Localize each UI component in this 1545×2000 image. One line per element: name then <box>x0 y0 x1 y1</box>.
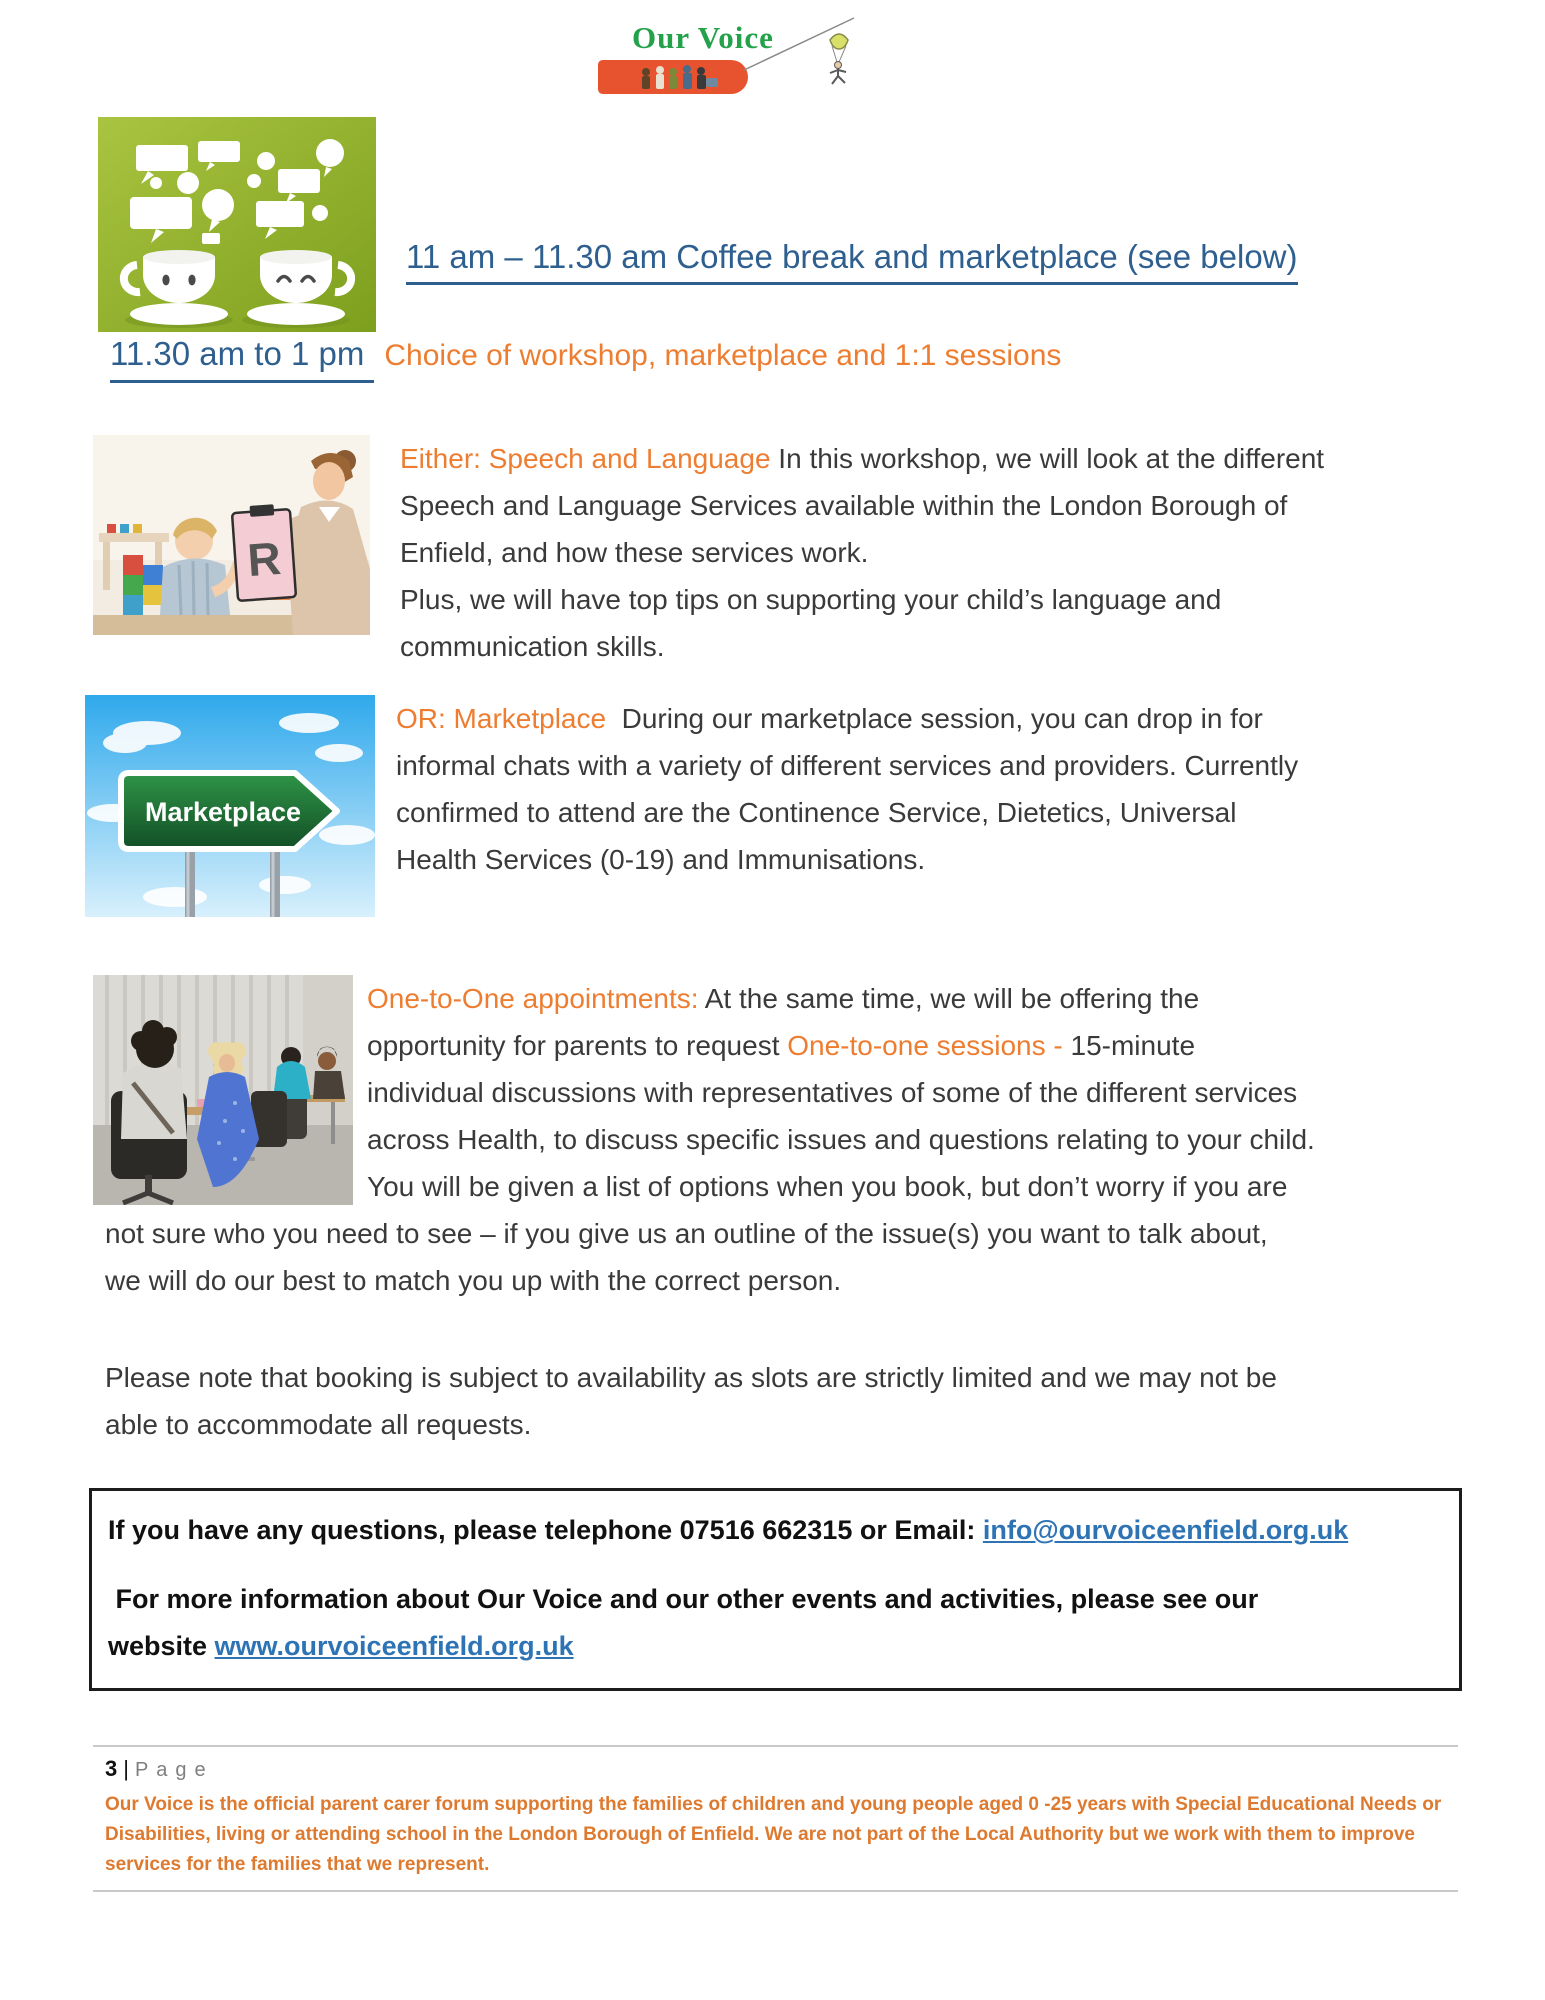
coffee-break-section <box>98 117 1545 332</box>
speech-language-section <box>93 435 1545 670</box>
logo-title: Our Voice <box>632 20 774 55</box>
speech-language-text <box>400 435 1470 670</box>
workshop-heading-row <box>110 334 1545 383</box>
one-to-one-lead: One-to-One appointments: <box>367 983 699 1014</box>
logo-banner <box>598 60 748 94</box>
logo-children-graphic <box>598 60 748 94</box>
one-to-one-image <box>93 975 353 1205</box>
text-line: informal chats with a variety of different services and providers. Currently <box>396 750 1299 781</box>
kite-icon <box>742 10 862 92</box>
page-word: Page <box>134 1759 214 1781</box>
text-line: we will do our best to match you up with the correct person. <box>105 1265 842 1296</box>
marketplace-section <box>85 695 1545 917</box>
contact-box <box>89 1488 1462 1691</box>
text-line: You will be given a list of options when you book, but don’t worry if you are <box>367 1171 1288 1202</box>
marketplace-text <box>396 695 1458 917</box>
marketplace-sign-label: Marketplace <box>144 797 302 827</box>
one-to-one-highlight: One-to-one sessions - <box>787 1030 1071 1061</box>
page-header <box>0 0 1545 117</box>
text-line: communication skills. <box>400 631 665 662</box>
text-line: Speech and Language Services available within the London Borough of <box>400 490 1288 521</box>
page-number-separator: | <box>123 1756 129 1781</box>
card-letter: R <box>245 531 283 587</box>
marketplace-lead: OR: Marketplace <box>396 703 607 734</box>
coffee-break-heading: 11 am – 11.30 am Coffee break and marketplace (see below) <box>406 237 1298 285</box>
email-link[interactable]: info@ourvoiceenfield.org.uk <box>982 1515 1349 1545</box>
letter-card <box>232 503 296 601</box>
text-line: Enfield, and how these services work. <box>400 537 869 568</box>
footer-bottom-divider <box>93 1890 1458 1892</box>
text-line: confirmed to attend are the Continence Service, Dietetics, Universal <box>396 797 1237 828</box>
contact-website-line: website www.ourvoiceenfield.org.uk <box>108 1631 574 1661</box>
speech-language-image <box>93 435 370 635</box>
page-footer <box>93 1745 1458 1892</box>
contact-questions-line: If you have any questions, please telephone 07516 662315 or Email: info@ourvoiceenfield.org.uk <box>108 1515 1349 1545</box>
text-line: Either: Speech and Language In this workshop, we will look at the different <box>400 443 1325 474</box>
text-line: Plus, we will have top tips on supporting your child’s language and <box>400 584 1222 615</box>
text-line: able to accommodate all requests. <box>105 1409 532 1440</box>
page-number: 3 | Page <box>105 1756 214 1781</box>
text-line: Health Services (0-19) and Immunisations. <box>396 844 926 875</box>
text-line: One-to-One appointments: At the same time, we will be offering the <box>367 983 1200 1014</box>
footer-top-divider <box>93 1745 1458 1747</box>
coffee-break-image <box>98 117 376 332</box>
marketplace-sign-image <box>85 695 375 917</box>
contact-info-line: For more information about Our Voice and our other events and activities, please see our <box>108 1584 1259 1614</box>
speech-lead: Either: Speech and Language <box>400 443 771 474</box>
text-line: individual discussions with representatives of some of the different services <box>367 1077 1298 1108</box>
text-line: OR: Marketplace During our marketplace session, you can drop in for <box>396 703 1263 734</box>
website-link[interactable]: www.ourvoiceenfield.org.uk <box>214 1631 574 1661</box>
booking-note <box>105 1354 1458 1448</box>
workshop-choice-heading: Choice of workshop, marketplace and 1:1 sessions <box>384 339 1062 372</box>
footer-about-text: Our Voice is the official parent carer forum supporting the families of children and young people aged 0 -25 years with Special Educational Needs or Disabilities, living or attending school in the London Borough of Enfield. We are not part of the Local Authority but we work with them to improve services for the families that we represent. <box>105 1794 1442 1875</box>
text-line: opportunity for parents to request One-to-one sessions - 15-minute <box>367 1030 1196 1061</box>
workshop-time-heading: 11.30 am to 1 pm <box>110 334 374 383</box>
text-line: not sure who you need to see – if you give us an outline of the issue(s) you want to talk about, <box>105 1218 1268 1249</box>
one-to-one-section <box>105 975 1458 1304</box>
text-line: Please note that booking is subject to availability as slots are strictly limited and we may not be <box>105 1362 1277 1393</box>
text-line: across Health, to discuss specific issues and questions relating to your child. <box>367 1124 1315 1155</box>
